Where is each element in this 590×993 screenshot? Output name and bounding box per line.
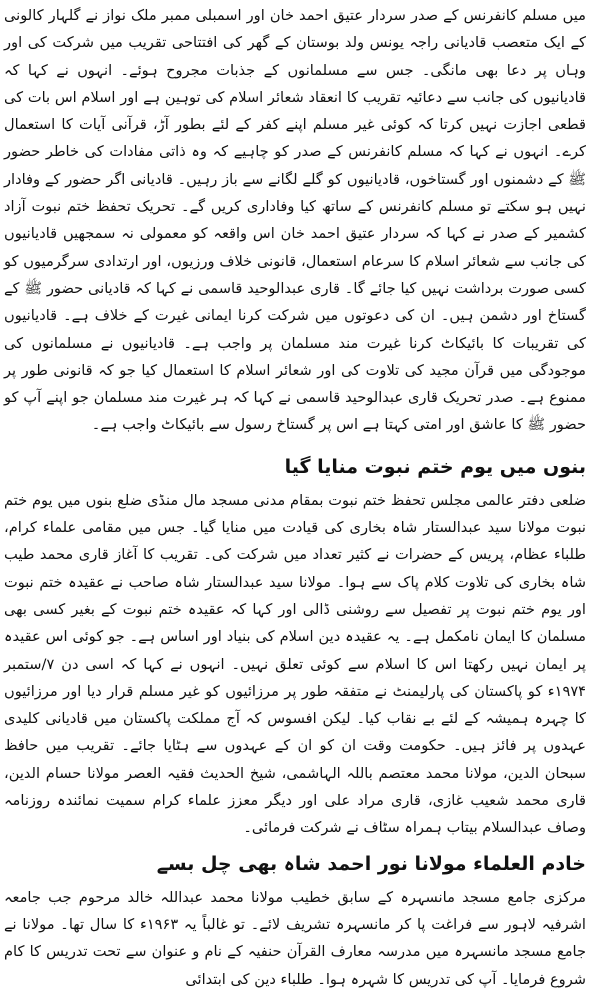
article-obituary <box>4 846 586 993</box>
article-body-paragraph: میں مسلم کانفرنس کے صدر سردار عتیق احمد خان اور اسمبلی ممبر ملک نواز نے گلہار کالونی کے ایک متعصب قادیانی راجہ یونس ولد بوستان کے گھر کی افتتاحی تقریب میں شرکت کی اور وہاں پر دعا بھی مانگی۔ جس سے مسلمانوں کے جذبات مجروح ہوئے۔ انہوں نے کہا کہ قادیانیوں کی جانب سے دعائیہ تقریب کا انعقاد شعائر اسلام کی توہین ہے اور اسلام اس بات کی قطعی اجازت نہیں کرتا کہ کوئی غیر مسلم اپنے کفر کے لئے بطور آڑ، قرآنی آیات کا استعمال کرے۔ انہوں نے کہا کہ مسلم کانفرنس کے صدر کو چاہیے کہ وہ ذاتی مفادات کی خاطر حضور ﷺ کے دشمنوں اور گستاخوں، قادیانیوں کو گلے لگانے سے باز رہیں۔ قادیانی اگر حضور کے وفادار نہیں ہو سکتے تو مسلم کانفرنس کے ساتھ کیا وفاداری کریں گے۔ تحریک تحفظ ختم نبوت آزاد کشمیر کے صدر نے کہا کہ سردار عتیق احمد خان اس واقعہ کو معمولی نہ سمجھیں قادیانیوں کی جانب سے شعائر اسلام کا سرعام استعمال، قانونی خلاف ورزیوں، اور ارتدادی سرگرمیوں کو کسی صورت برداشت نہیں کیا جائے گا۔ قاری عبدالوحید قاسمی نے کہا کہ قادیانی حضور ﷺ کے گستاخ اور دشمن ہیں۔ ان کی دعوتوں میں شرکت کرنا ایمانی غیرت کے خلاف ہے۔ قادیانیوں کی تقریبات کا بائیکاٹ کرنا غیرت مند مسلمان پر واجب ہے۔ قادیانیوں نے مسلمانوں کی موجودگی میں قرآن مجید کی تلاوت کی اور شعائر اسلام کا استعمال کیا جو کہ قانونی طور پر ممنوع ہے۔ صدر تحریک قاری عبدالوحید قاسمی نے کہا کہ ہر غیرت مند مسلمان جو اپنے آپ کو حضور ﷺ کا عاشق اور امتی کہتا ہے اس پر گستاخ رسول سے بائیکاٹ واجب ہے۔ <box>4 7 586 434</box>
article-headline: خادم العلماء مولانا نور احمد شاہ بھی چل بسے <box>156 852 586 875</box>
article-body-paragraph: مرکزی جامع مسجد مانسہرہ کے سابق خطیب مولانا محمد عبداللہ خالد مرحوم جب جامعہ اشرفیہ لاہور سے فراغت پا کر مانسہرہ تشریف لائے۔ تو غالباً یہ ۱۹۶۳ء کا سال تھا۔ مولانا نے جامع مسجد مانسہرہ میں مدرسہ معارف القرآن حنفیہ کے نام و عنوان سے تحت تدریس کا کام شروع فرمایا۔ آپ کی تدریس کا شہرہ ہوا۔ طلباء دین کی ابتدائی <box>4 888 586 988</box>
article-qadiani-ceremony <box>4 2 586 439</box>
article-bannu-khatm-nabuwat <box>4 449 586 842</box>
article-body-paragraph: ضلعی دفتر عالمی مجلس تحفظ ختم نبوت بمقام مدنی مسجد مال منڈی ضلع بنوں میں یوم ختم نبوت مولانا سید عبدالستار شاہ بخاری کی قیادت میں منایا گیا۔ جس میں مقامی علماء کرام، طلباء عظام، پریس کے حضرات نے کثیر تعداد میں شرکت کی۔ تقریب کا آغاز قاری محمد طیب شاہ بخاری کی تلاوت کلام پاک سے ہوا۔ مولانا سید عبدالستار شاہ صاحب نے عقیدہ ختم نبوت اور یوم ختم نبوت پر تفصیل سے روشنی ڈالی اور کہا کہ عقیدہ ختم نبوت کے بغیر کسی بھی مسلمان کا ایمان نامکمل ہے۔ یہ عقیدہ دین اسلام کی بنیاد اور اساس ہے۔ جو کوئی اس عقیدہ پر ایمان نہیں رکھتا اس کا اسلام سے کوئی تعلق نہیں۔ انہوں نے کہا کہ اسی دن ۷/ستمبر ۱۹۷۴ء کو پاکستان کی پارلیمنٹ نے متفقہ طور پر مرزائیوں کو غیر مسلم قرار دیا اور مرزائیوں کا چہرہ ہمیشہ کے لئے بے نقاب کیا۔ لیکن افسوس کہ آج مملکت پاکستان میں قادیانی کلیدی عہدوں پر فائز ہیں۔ حکومت وقت ان کو ان کے عہدوں سے ہٹایا جائے۔ تقریب میں حافظ سبحان الدین، مولانا محمد معتصم باللہ الہاشمی، شیخ الحدیث فقیہ العصر مولانا حسام الدین، قاری محمد شعیب غازی، قاری مراد علی اور دیگر معزز علماء کرام سمیت نمائندہ روزنامہ وصاف عبدالسلام بیتاب ہمراہ سٹاف نے شرکت فرمائی۔ <box>4 491 586 837</box>
article-headline: بنوں میں یوم ختم نبوت منایا گیا <box>284 455 586 478</box>
